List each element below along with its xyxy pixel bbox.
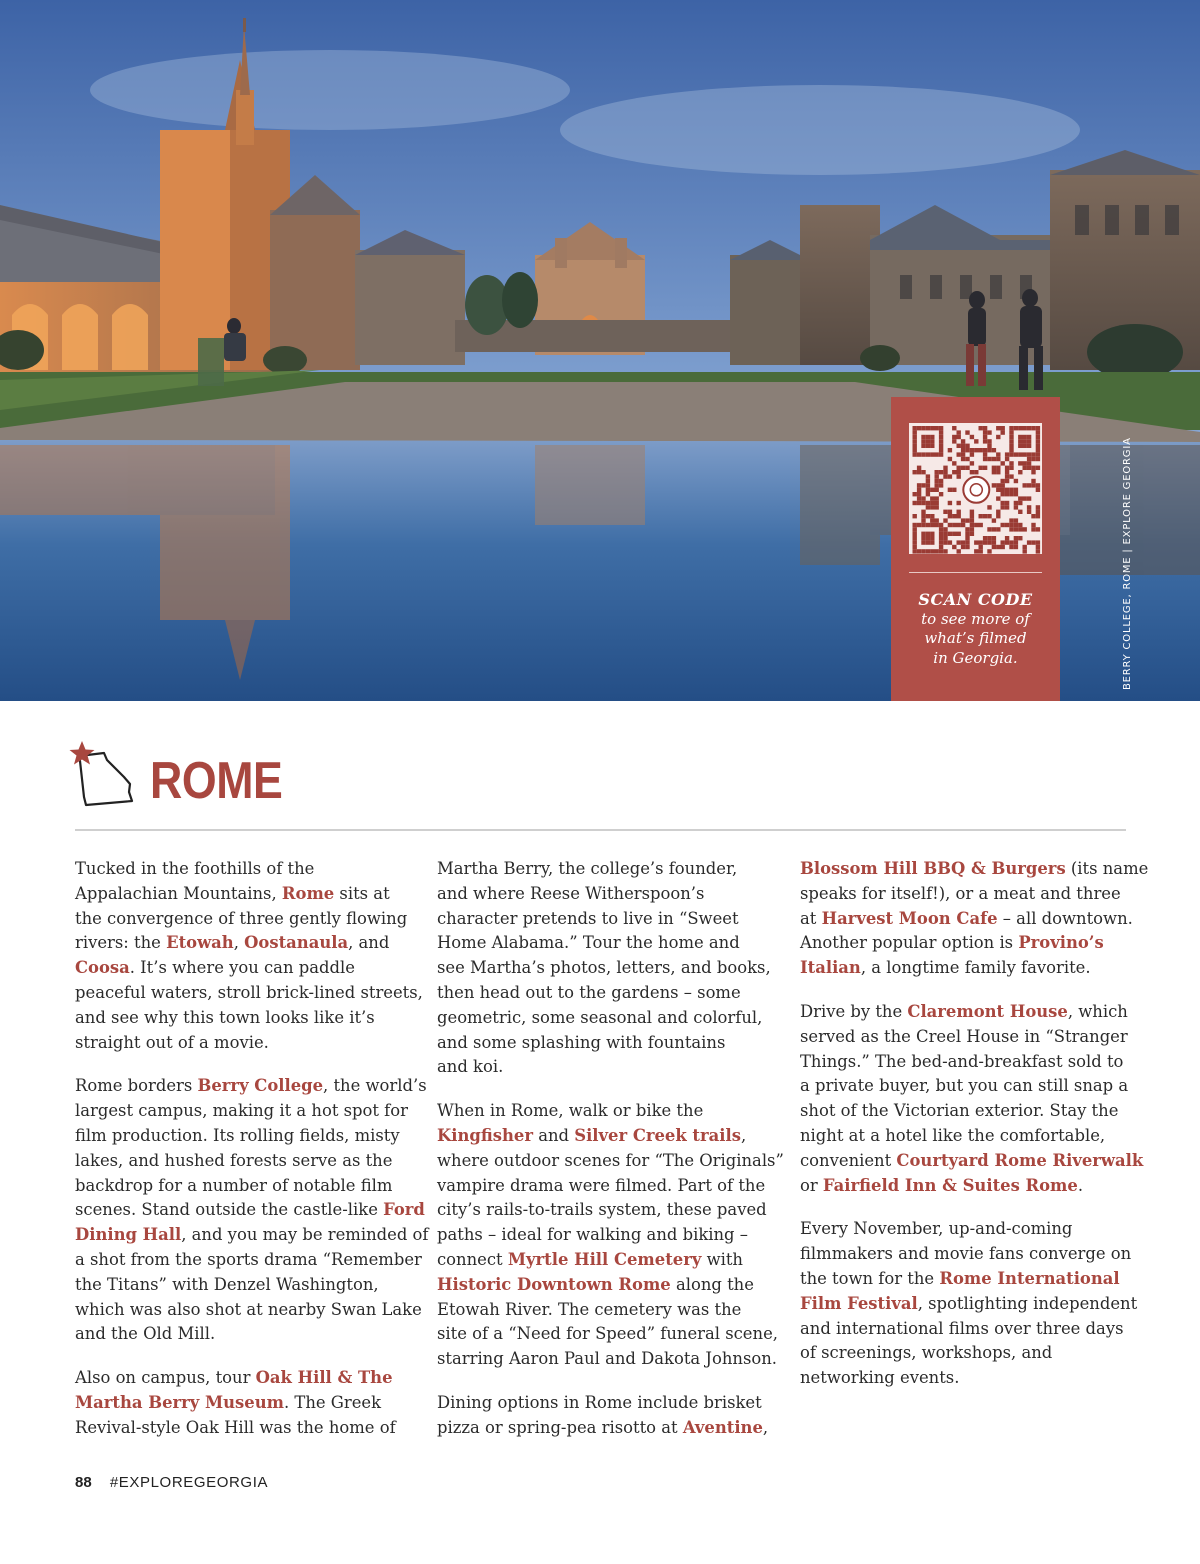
text-run: sits at	[334, 883, 390, 903]
text-line	[437, 1273, 782, 1298]
text-run: Home Alabama.” Tour the home and	[437, 933, 740, 953]
qr-promo-card[interactable]	[891, 397, 1060, 701]
text-line	[437, 1322, 782, 1347]
article-paragraph	[75, 857, 423, 1055]
highlighted-place-name: Rome International	[939, 1268, 1120, 1288]
text-line	[800, 1341, 1145, 1366]
text-run: Another popular option is	[800, 933, 1019, 953]
highlighted-place-name: Oostanaula	[244, 933, 349, 953]
article-paragraph	[75, 1366, 420, 1440]
text-line	[437, 1174, 782, 1199]
text-line	[75, 1391, 420, 1416]
text-line	[800, 931, 1145, 956]
text-run: a shot from the sports drama “Remember	[75, 1249, 422, 1269]
text-line	[75, 882, 420, 907]
text-run: character pretends to live in “Sweet	[437, 908, 739, 928]
text-run: served as the Creel House in “Stranger	[800, 1026, 1128, 1046]
text-run: and	[532, 1125, 575, 1145]
text-line	[437, 1391, 782, 1416]
text-run: starring Aaron Paul and Dakota Johnson.	[437, 1349, 778, 1369]
text-line	[800, 1174, 1145, 1199]
text-run: and some splashing with fountains	[437, 1032, 726, 1052]
text-line	[75, 1006, 420, 1031]
text-line	[75, 1124, 420, 1149]
text-run: lakes, and hushed forests serve as the	[75, 1150, 393, 1170]
text-run: geometric, some seasonal and colorful,	[437, 1007, 763, 1027]
text-run: Things.” The bed-and-breakfast sold to	[800, 1051, 1124, 1071]
text-line	[75, 1031, 420, 1056]
text-run: , and you may be reminded of	[181, 1225, 429, 1245]
text-line	[437, 1124, 782, 1149]
article-paragraph	[800, 1217, 1145, 1391]
text-run: the convergence of three gently flowing	[75, 908, 408, 928]
text-run: or	[800, 1175, 823, 1195]
text-line	[437, 1099, 782, 1124]
text-line	[800, 1317, 1145, 1342]
text-line	[75, 1298, 420, 1323]
article-column-3	[800, 857, 1149, 1410]
text-run: night at a hotel like the comfortable,	[800, 1125, 1106, 1145]
text-run: , the world’s	[323, 1076, 427, 1096]
text-run: and see why this town looks like it’s	[75, 1007, 375, 1027]
text-line	[437, 1223, 782, 1248]
text-run: , and	[348, 933, 390, 953]
text-run: at	[800, 908, 822, 928]
text-line	[800, 1124, 1145, 1149]
text-run: a private buyer, but you can still snap a	[800, 1076, 1129, 1096]
text-run: where outdoor scenes for “The Originals”	[437, 1150, 784, 1170]
qr-caption	[891, 590, 1060, 668]
text-line	[437, 857, 782, 882]
text-run: then head out to the gardens – some	[437, 982, 741, 1002]
article-paragraph	[437, 1391, 782, 1441]
text-run: peaceful waters, stroll brick-lined streets,	[75, 982, 423, 1002]
qr-caption-heading: SCAN CODE	[918, 590, 1033, 609]
text-run: with	[701, 1249, 743, 1269]
highlighted-place-name: Silver Creek trails	[574, 1125, 741, 1145]
highlighted-place-name: Etowah	[166, 933, 234, 953]
text-line	[800, 1099, 1145, 1124]
highlighted-place-name: Blossom Hill BBQ & Burgers	[800, 859, 1066, 878]
text-line	[800, 1025, 1145, 1050]
article-column-1	[75, 857, 429, 1460]
text-run: along the	[670, 1274, 754, 1294]
highlighted-place-name: Coosa	[75, 958, 130, 978]
text-run: pizza or spring-pea risotto at	[437, 1417, 683, 1437]
text-line	[800, 1217, 1145, 1242]
text-run: ,	[740, 1125, 747, 1145]
text-run: . The Greek	[283, 1392, 382, 1412]
text-line	[437, 931, 782, 956]
text-run: , spotlighting independent	[917, 1293, 1138, 1313]
text-line	[75, 1099, 420, 1124]
text-line	[75, 1149, 420, 1174]
article-paragraph	[800, 1000, 1145, 1198]
highlighted-place-name: Aventine	[682, 1417, 763, 1437]
text-line	[437, 1298, 782, 1323]
photo-credit: BERRY COLLEGE, ROME | EXPLORE GEORGIA	[1122, 437, 1133, 690]
highlighted-place-name: Myrtle Hill Cemetery	[507, 1249, 702, 1269]
text-run: ,	[762, 1417, 769, 1437]
text-line	[800, 1267, 1145, 1292]
text-line	[75, 1248, 420, 1273]
qr-caption-line: what’s filmed	[924, 629, 1027, 647]
text-line	[800, 907, 1145, 932]
article-paragraph	[800, 857, 1149, 981]
text-run: When in Rome, walk or bike the	[437, 1101, 704, 1121]
highlighted-place-name: Historic Downtown Rome	[437, 1274, 671, 1294]
text-run: largest campus, making it a hot spot for	[75, 1101, 408, 1121]
highlighted-place-name: Rome	[281, 883, 335, 903]
qr-divider	[909, 572, 1042, 573]
text-line	[75, 1198, 425, 1223]
page-number: 88	[75, 1474, 92, 1491]
text-run: rivers: the	[75, 933, 167, 953]
text-run: , which	[1067, 1001, 1128, 1021]
text-line	[75, 1223, 429, 1248]
text-run: Appalachian Mountains,	[75, 883, 282, 903]
text-run: . It’s where you can paddle	[129, 958, 355, 978]
article-column-2	[437, 857, 782, 1460]
text-run: film production. Its rolling fields, misty	[75, 1125, 400, 1145]
highlighted-place-name: Italian	[800, 958, 861, 978]
highlighted-place-name: Courtyard Rome Riverwalk	[896, 1150, 1144, 1170]
text-line	[437, 1149, 782, 1174]
text-run: and koi.	[437, 1057, 504, 1077]
text-run: backdrop for a number of notable film	[75, 1175, 393, 1195]
footer-hashtag: #EXPLOREGEORGIA	[109, 1474, 269, 1491]
text-run: , a longtime family favorite.	[860, 958, 1091, 978]
text-line	[437, 1006, 782, 1031]
text-run: speaks for itself!), or a meat and three	[800, 883, 1121, 903]
text-line	[800, 882, 1145, 907]
text-run: which was also shot at nearby Swan Lake	[75, 1299, 422, 1319]
text-run: and international films over three days	[800, 1318, 1124, 1338]
text-line	[800, 1149, 1145, 1174]
text-line	[800, 857, 1149, 882]
highlighted-place-name: Dining Hall	[75, 1225, 182, 1245]
text-run: Martha Berry, the college’s founder,	[437, 859, 738, 878]
text-run: vampire drama were filmed. Part of the	[437, 1175, 766, 1195]
qr-caption-line: in Georgia.	[933, 648, 1018, 667]
text-line	[437, 1031, 782, 1056]
qr-code-icon[interactable]	[909, 423, 1042, 554]
text-run: ,	[233, 933, 245, 953]
highlighted-place-name: Film Festival	[800, 1293, 918, 1313]
text-line	[800, 956, 1145, 981]
text-run: Dining options in Rome include brisket	[437, 1392, 762, 1412]
highlighted-place-name: Kingfisher	[437, 1125, 533, 1145]
text-line	[437, 956, 782, 981]
qr-code-graphic	[909, 423, 1042, 554]
heading-divider	[75, 829, 1126, 831]
text-run: Drive by the	[800, 1001, 908, 1021]
text-line	[75, 1366, 420, 1391]
text-run: shot of the Victorian exterior. Stay the	[800, 1101, 1119, 1121]
text-run: the Titans” with Denzel Washington,	[75, 1274, 379, 1294]
highlighted-place-name: Martha Berry Museum	[75, 1392, 284, 1412]
text-line	[75, 981, 423, 1006]
text-run: Also on campus, tour	[75, 1368, 256, 1388]
text-line	[437, 1347, 782, 1372]
text-run: see Martha’s photos, letters, and books,	[437, 958, 771, 978]
text-line	[75, 1416, 420, 1441]
text-run: the town for the	[800, 1268, 940, 1288]
text-line	[800, 1292, 1145, 1317]
text-run: connect	[437, 1249, 508, 1269]
text-line	[75, 1273, 420, 1298]
highlighted-place-name: Oak Hill & The	[255, 1368, 393, 1388]
text-line	[800, 1050, 1145, 1075]
qr-caption-line: to see more of	[921, 609, 1030, 628]
text-run: Etowah River. The cemetery was the	[437, 1299, 742, 1319]
text-line	[800, 1074, 1145, 1099]
text-run: – all downtown.	[997, 908, 1133, 928]
text-run: paths – ideal for walking and biking –	[437, 1225, 748, 1245]
text-run: city’s rails-to-trails system, these paved	[437, 1200, 767, 1220]
text-line	[437, 907, 782, 932]
text-run: .	[1077, 1175, 1084, 1195]
page-title: ROME	[150, 752, 283, 810]
text-run: of screenings, workshops, and	[800, 1343, 1053, 1363]
text-line	[75, 907, 420, 932]
text-line	[800, 1000, 1145, 1025]
text-line	[75, 1322, 420, 1347]
text-line	[437, 882, 782, 907]
text-line	[437, 1416, 782, 1441]
text-run: networking events.	[800, 1368, 960, 1388]
highlighted-place-name: Claremont House	[907, 1001, 1068, 1021]
article-paragraph	[437, 857, 782, 1080]
page-footer	[75, 1474, 268, 1491]
text-line	[437, 1248, 782, 1273]
text-run: and where Reese Witherspoon’s	[437, 883, 705, 903]
text-line	[437, 1198, 782, 1223]
georgia-state-star-icon	[66, 741, 138, 811]
highlighted-place-name: Harvest Moon Cafe	[821, 908, 998, 928]
text-line	[75, 1074, 427, 1099]
text-line	[800, 1366, 1145, 1391]
text-line	[75, 931, 420, 956]
text-line	[800, 1242, 1145, 1267]
text-run: filmmakers and movie fans converge on	[800, 1244, 1132, 1264]
text-run: straight out of a movie.	[75, 1032, 269, 1052]
text-line	[437, 981, 782, 1006]
highlighted-place-name: Berry College	[197, 1076, 324, 1096]
text-line	[75, 956, 420, 981]
text-run: convenient	[800, 1150, 897, 1170]
text-run: Rome borders	[75, 1076, 198, 1096]
highlighted-place-name: Fairfield Inn & Suites Rome	[822, 1175, 1078, 1195]
text-run: Tucked in the foothills of the	[75, 859, 315, 878]
text-run: (its name	[1065, 859, 1149, 878]
highlighted-place-name: Ford	[383, 1200, 425, 1220]
text-run: and the Old Mill.	[75, 1324, 216, 1344]
article-paragraph	[75, 1074, 429, 1347]
text-line	[75, 1174, 420, 1199]
text-run: Every November, up-and-coming	[800, 1219, 1073, 1239]
text-line	[437, 1055, 782, 1080]
text-run: Revival-style Oak Hill was the home of	[75, 1417, 396, 1437]
text-line	[75, 857, 420, 882]
highlighted-place-name: Provino’s	[1018, 933, 1104, 953]
text-run: site of a “Need for Speed” funeral scene,	[437, 1324, 778, 1344]
text-run: scenes. Stand outside the castle-like	[75, 1200, 384, 1220]
article-paragraph	[437, 1099, 782, 1372]
